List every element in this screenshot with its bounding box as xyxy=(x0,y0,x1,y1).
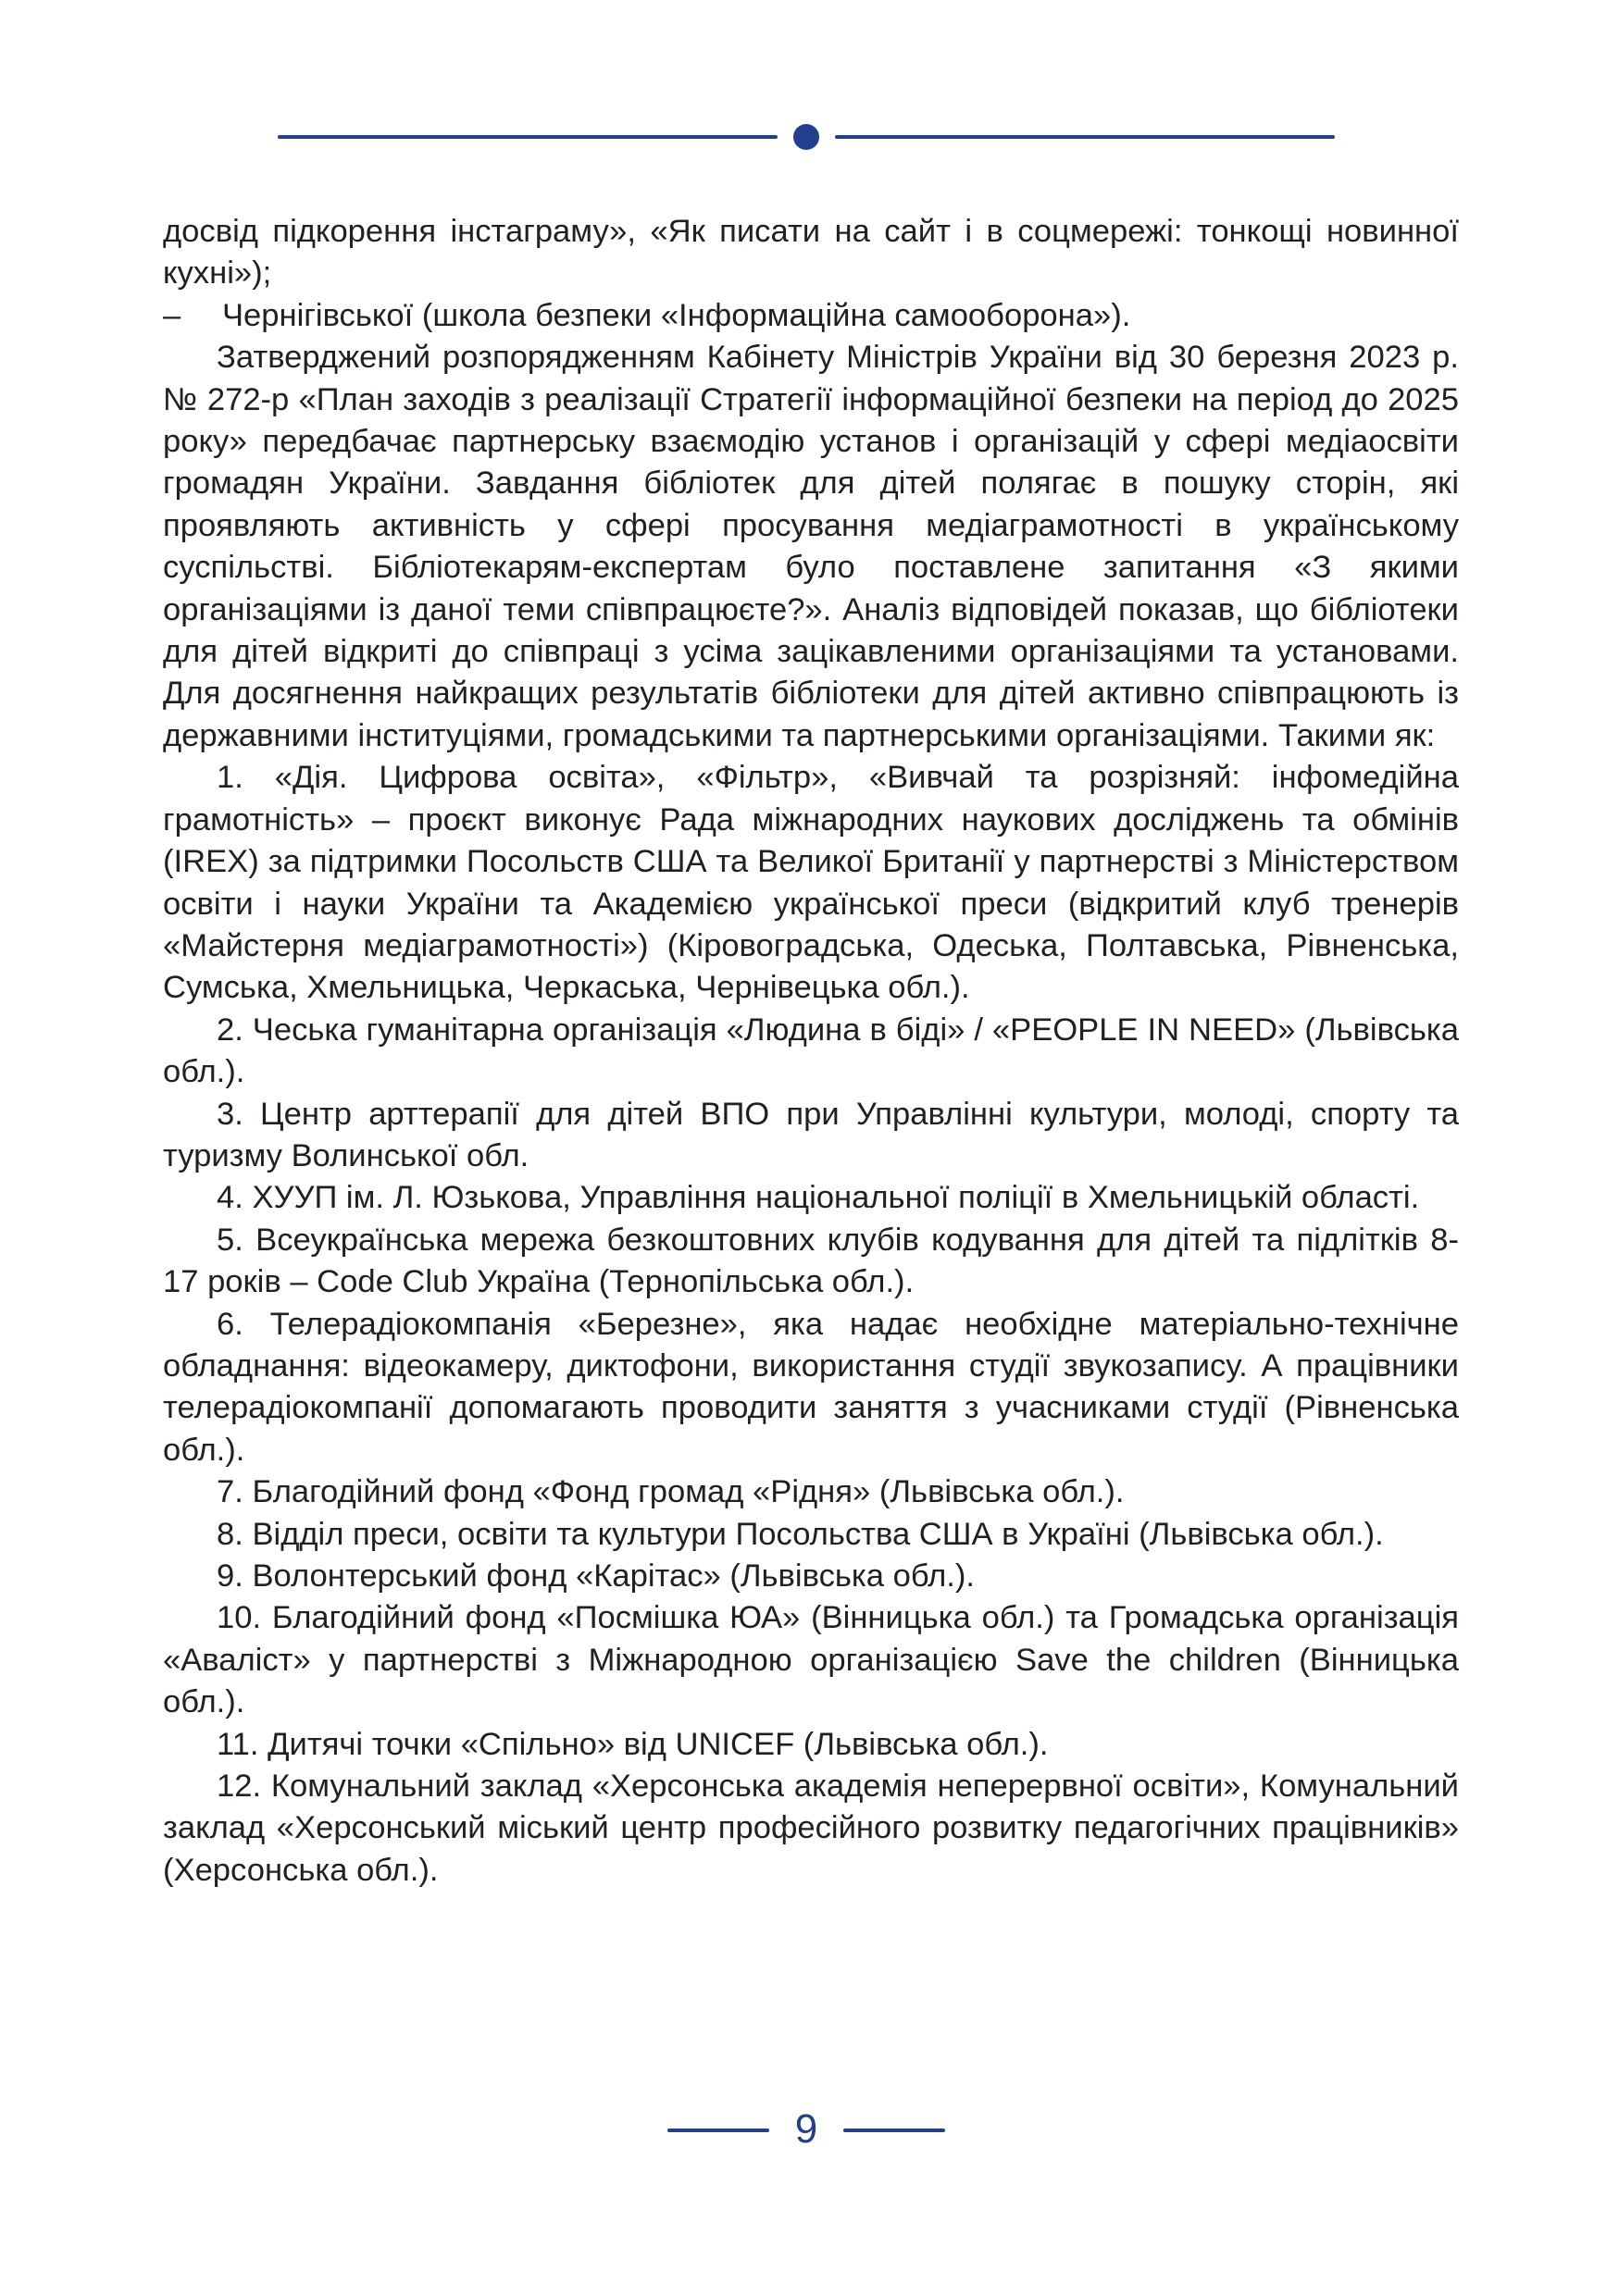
footer-line-right xyxy=(843,2128,945,2132)
top-divider-dot xyxy=(793,124,819,150)
footer-line-left xyxy=(667,2128,769,2132)
top-divider-line-left xyxy=(278,135,778,139)
list-item: 7. Благодійний фонд «Фонд громад «Рідня» (Львівська обл.). xyxy=(217,1474,1125,1510)
list-item: 2. Чеська гуманітарна організація «Людина в біді» / «PEOPLE IN NEED» (Львівська обл.). xyxy=(163,1011,1459,1090)
paragraph-intro: Затверджений розпорядженням Кабінету Міністрів України від 30 березня 2023 р. № 272-р «План заходів з реалізації Стратегії інформаційної безпеки на період до 2025 року» передбачає партнерську взаємодію установ і організацій у сфері медіаосвіти громадян України. Завдання бібліотек для дітей полягає в пошуку сторін, які проявляють активність у сфері просування медіаграмотності в українському суспільстві. Бібліотекарям-експертам було поставлене запитання «З якими організаціями із даної теми співпрацюєте?». Аналіз відповідей показав, що бібліотеки для дітей відкриті до співпраці з усіма зацікавленими організаціями та установами. Для досягнення найкращих результатів бібліотеки для дітей активно співпрацюють із державними інституціями, громадськими та партнерськими організаціями. Такими як: xyxy=(163,340,1459,753)
page-body xyxy=(163,211,1459,1892)
list-item: 1. «Дія. Цифрова освіта», «Фільтр», «Вивчай та розрізняй: інфомедійна грамотність» – проєкт виконує Рада міжнародних наукових досліджень та обмінів (IREX) за підтримки Посольств США та Великої Британії у партнерстві з Міністерством освіти і науки України та Академією української преси (відкритий клуб тренерів «Майстерня медіаграмотності») (Кіровоградська, Одеська, Полтавська, Рівненська, Сумська, Хмельницька, Черкаська, Чернівецька обл.). xyxy=(163,760,1459,1006)
dash-marker: – xyxy=(163,297,181,333)
dash-list-item-text: Чернігівської (школа безпеки «Інформаційна самооборона»). xyxy=(222,297,1131,333)
list-item: 8. Відділ преси, освіти та культури Посольства США в Україні (Львівська обл.). xyxy=(217,1516,1384,1552)
dash-list-item xyxy=(163,295,1459,337)
top-divider xyxy=(278,124,1335,150)
list-item: 6. Телерадіокомпанія «Березне», яка надає необхідне матеріально-технічне обладнання: відеокамеру, диктофони, використання студії звукозапису. А працівники телерадіокомпанії допомагають проводити заняття з учасниками студії (Рівненська обл.). xyxy=(163,1306,1459,1468)
page-number: 9 xyxy=(794,2106,818,2152)
list-item: 3. Центр арттерапії для дітей ВПО при Управлінні культури, молоді, спорту та туризму Волинської обл. xyxy=(163,1096,1459,1173)
page-footer xyxy=(667,2104,945,2154)
paragraph-continuation: досвід підкорення інстаграму», «Як писати на сайт і в соцмережі: тонкощі новинної кухні»); xyxy=(163,214,1459,292)
list-item: 9. Волонтерський фонд «Карітас» (Львівська обл.). xyxy=(217,1558,976,1594)
list-item: 5. Всеукраїнська мережа безкоштовних клубів кодування для дітей та підлітків 8-17 років – Code Club Україна (Тернопільська обл.). xyxy=(163,1222,1459,1300)
list-item: 4. ХУУП ім. Л. Юзькова, Управління національної поліції в Хмельницькій області. xyxy=(217,1180,1420,1216)
top-divider-line-right xyxy=(835,135,1335,139)
list-item: 11. Дитячі точки «Спільно» від UNICEF (Львівська обл.). xyxy=(217,1726,1049,1762)
list-item: 10. Благодійний фонд «Посмішка ЮА» (Вінницька обл.) та Громадська організація «Аваліст» у партнерстві з Міжнародною організацією Save the children (Вінницька обл.). xyxy=(163,1600,1459,1720)
list-item: 12. Комунальний заклад «Херсонська академія неперервної освіти», Комунальний заклад «Херсонський міський центр професійного розвитку педагогічних працівників» (Херсонська обл.). xyxy=(163,1769,1459,1888)
